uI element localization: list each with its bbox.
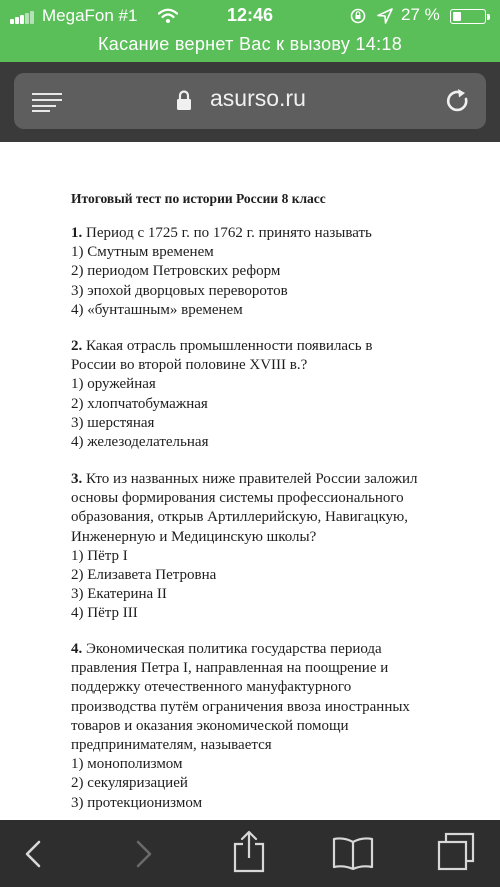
answer-option: 3) протекционизмом — [71, 794, 203, 811]
answer-option: 1) оружейная — [71, 376, 156, 393]
clock: 12:46 — [226, 5, 274, 25]
forward-icon[interactable] — [133, 840, 155, 868]
reader-menu-icon[interactable] — [32, 93, 62, 111]
carrier-name: MegaFon #1 — [42, 6, 138, 25]
share-icon[interactable] — [232, 830, 266, 874]
answer-option: 2) периодом Петровских реформ — [71, 263, 281, 280]
question-text: Какая отрасль промышленности появилась в России во второй половине XVIII в.? — [71, 338, 373, 374]
question-text: Экономическая политика государства периода правления Петра I, направленная на поощрение и поддержку отечественного мануфактурного производства путём ограничения ввоза иностранных товаров и оказания экономической помощи предпринимателям, называется — [71, 641, 410, 754]
reload-icon[interactable] — [444, 87, 472, 115]
tabs-icon[interactable] — [436, 832, 476, 872]
address-domain: asurso.ru — [210, 85, 306, 111]
lock-icon — [176, 89, 192, 111]
answer-option: 2) секуляризацией — [71, 775, 188, 792]
return-to-call-banner[interactable]: Касание вернет Вас к вызову 14:18 — [97, 34, 403, 54]
page-content[interactable] — [0, 142, 500, 820]
status-row — [0, 0, 500, 32]
address-bar[interactable] — [14, 73, 486, 129]
question-2 — [71, 337, 491, 452]
question-3 — [71, 470, 491, 624]
battery-level — [453, 12, 461, 21]
answer-option: 3) шерстяная — [71, 414, 155, 431]
answer-option: 2) хлопчатобумажная — [71, 395, 208, 412]
question-1 — [71, 224, 491, 320]
browser-toolbar — [0, 62, 500, 142]
back-icon[interactable] — [22, 840, 44, 868]
bookmarks-icon[interactable] — [332, 836, 374, 870]
location-arrow-icon — [377, 8, 393, 24]
answer-option: 4) «бунташным» временем — [71, 301, 243, 318]
question-number: 4. — [71, 641, 83, 657]
battery-percent: 27 % — [401, 5, 440, 24]
status-bar[interactable] — [0, 0, 500, 62]
answer-option: 4) железоделательная — [71, 434, 209, 451]
rotation-lock-icon — [350, 8, 366, 24]
question-4 — [71, 640, 491, 813]
answer-option: 2) Елизавета Петровна — [71, 567, 217, 584]
question-number: 3. — [71, 471, 83, 487]
question-text: Период с 1725 г. по 1762 г. принято называть — [86, 225, 372, 241]
battery-icon — [450, 9, 486, 24]
answer-option: 1) Пётр I — [71, 547, 128, 564]
answer-option: 1) Смутным временем — [71, 244, 214, 261]
question-number: 1. — [71, 225, 83, 241]
answer-option: 3) эпохой дворцовых переворотов — [71, 282, 288, 299]
question-text: Кто из названных ниже правителей России заложил основы формирования системы профессионального образования, открыв Артиллерийскую, Навигацкую, Инженерную и Медицинскую школы? — [71, 471, 418, 545]
question-number: 2. — [71, 338, 83, 354]
document-title: Итоговый тест по истории России 8 класс — [71, 191, 326, 206]
answer-option: 3) Екатерина II — [71, 586, 167, 603]
answer-option: 1) монополизмом — [71, 756, 183, 773]
answer-option: 4) Пётр III — [71, 605, 138, 622]
bottom-toolbar — [0, 820, 500, 887]
